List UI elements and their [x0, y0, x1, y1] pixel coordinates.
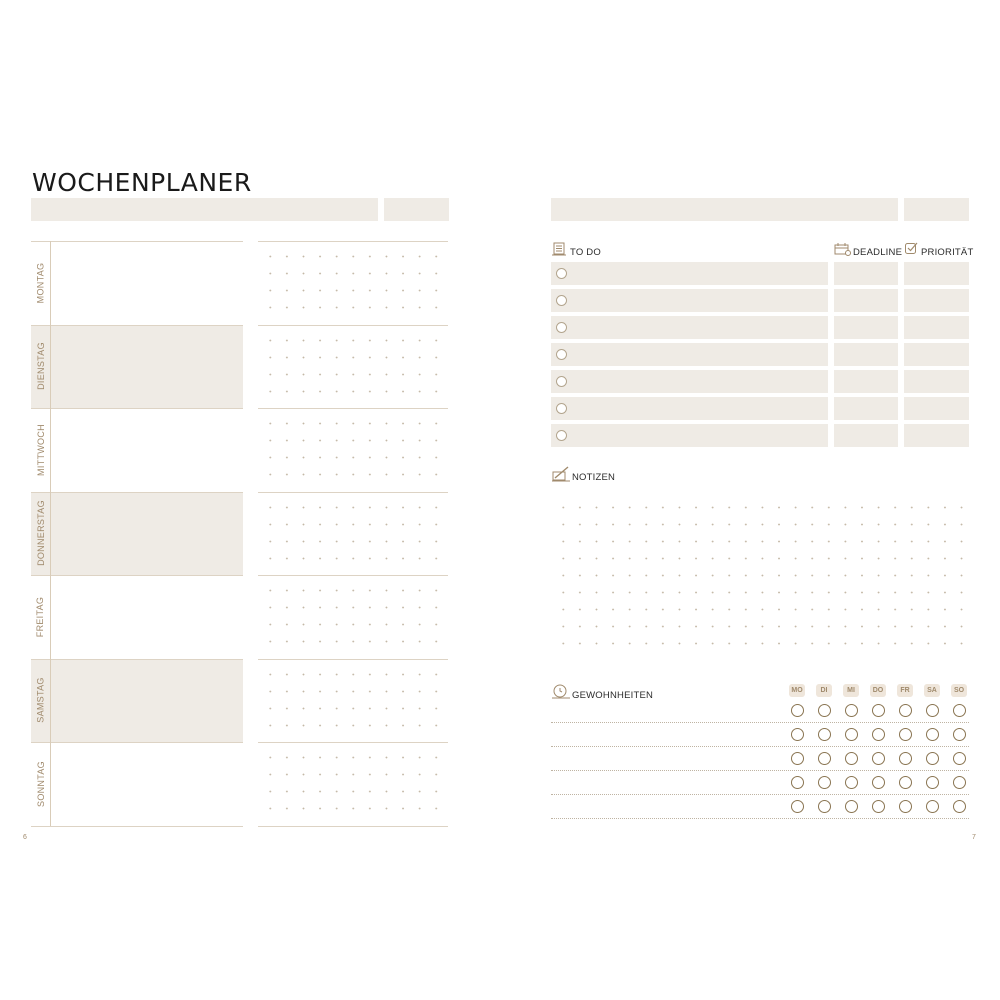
habit-check-circle[interactable] — [818, 728, 831, 741]
habit-check-circle[interactable] — [899, 728, 912, 741]
day-divider — [31, 575, 243, 576]
todo-task-field[interactable] — [551, 370, 828, 393]
notes-label: NOTIZEN — [572, 472, 616, 483]
habit-check-circle[interactable] — [818, 800, 831, 813]
todo-deadline-field[interactable] — [834, 397, 898, 420]
day-entry-area[interactable] — [51, 241, 243, 325]
habit-row-rule — [551, 746, 969, 747]
habit-check-circle[interactable] — [953, 800, 966, 813]
todo-priority-field[interactable] — [904, 343, 969, 366]
todo-checkbox[interactable] — [556, 403, 567, 414]
day-label — [31, 659, 50, 743]
day-dot-grid[interactable] — [258, 663, 448, 739]
calendar-icon — [834, 242, 851, 256]
todo-priority-field[interactable] — [904, 289, 969, 312]
habit-check-circle[interactable] — [818, 704, 831, 717]
todo-task-field[interactable] — [551, 289, 828, 312]
habit-check-circle[interactable] — [899, 704, 912, 717]
habit-day-header: DI — [816, 684, 832, 697]
dot-grid-divider — [258, 325, 448, 326]
day-label — [31, 325, 50, 409]
day-dot-grid[interactable] — [258, 579, 448, 655]
dot-grid-divider — [258, 742, 448, 743]
day-column-divider — [50, 241, 51, 826]
habit-name-field[interactable] — [551, 724, 781, 744]
notes-dot-grid[interactable] — [551, 496, 969, 651]
habit-check-circle[interactable] — [818, 776, 831, 789]
todo-deadline-field[interactable] — [834, 262, 898, 285]
habit-check-circle[interactable] — [953, 728, 966, 741]
pencil-notepad-icon — [551, 466, 571, 482]
habit-check-circle[interactable] — [791, 800, 804, 813]
todo-task-field[interactable] — [551, 316, 828, 339]
day-label — [31, 575, 50, 659]
habit-day-header: DO — [870, 684, 886, 697]
dot-grid-divider — [258, 575, 448, 576]
todo-priority-field[interactable] — [904, 262, 969, 285]
dotgrid-top-rule — [258, 241, 448, 242]
todo-task-field[interactable] — [551, 397, 828, 420]
dotgrid-bottom-rule — [258, 826, 448, 827]
habit-row-rule — [551, 794, 969, 795]
habit-check-circle[interactable] — [845, 704, 858, 717]
habit-check-circle[interactable] — [926, 728, 939, 741]
day-entry-area[interactable] — [51, 492, 243, 576]
todo-checkbox[interactable] — [556, 268, 567, 279]
todo-deadline-field[interactable] — [834, 289, 898, 312]
habit-name-field[interactable] — [551, 748, 781, 768]
day-entry-area[interactable] — [51, 659, 243, 743]
day-label-text: DONNERSTAG — [35, 500, 46, 567]
day-dot-grid[interactable] — [258, 245, 448, 321]
habit-check-circle[interactable] — [791, 704, 804, 717]
day-label-text: SONNTAG — [35, 760, 46, 807]
habit-check-circle[interactable] — [926, 800, 939, 813]
alarm-clock-icon — [551, 683, 571, 699]
day-label-text: MITTWOCH — [35, 423, 46, 476]
habit-check-circle[interactable] — [926, 776, 939, 789]
habit-check-circle[interactable] — [953, 704, 966, 717]
habit-day-header: FR — [897, 684, 913, 697]
day-label — [31, 742, 50, 826]
day-label-text: DIENSTAG — [35, 342, 46, 391]
day-divider — [31, 742, 243, 743]
day-divider — [31, 408, 243, 409]
day-entry-area[interactable] — [51, 742, 243, 826]
habit-check-circle[interactable] — [845, 728, 858, 741]
todo-deadline-field[interactable] — [834, 370, 898, 393]
header-input-field[interactable] — [551, 198, 898, 221]
todo-checkbox[interactable] — [556, 430, 567, 441]
todo-priority-field[interactable] — [904, 370, 969, 393]
habit-check-circle[interactable] — [926, 704, 939, 717]
habit-check-circle[interactable] — [899, 776, 912, 789]
day-label — [31, 241, 50, 325]
habit-row-rule — [551, 770, 969, 771]
priority-label: PRIORITÄT — [921, 247, 974, 258]
habit-day-header: SO — [951, 684, 967, 697]
day-divider — [31, 325, 243, 326]
habit-check-circle[interactable] — [953, 752, 966, 765]
todo-task-field[interactable] — [551, 424, 828, 447]
habit-check-circle[interactable] — [899, 752, 912, 765]
habit-check-circle[interactable] — [845, 752, 858, 765]
habit-check-circle[interactable] — [791, 776, 804, 789]
habit-check-circle[interactable] — [818, 752, 831, 765]
habit-day-header: MO — [789, 684, 805, 697]
day-entry-area[interactable] — [51, 325, 243, 409]
week-input-field[interactable] — [31, 198, 378, 221]
habit-row-rule — [551, 722, 969, 723]
habit-name-field[interactable] — [551, 700, 781, 720]
todo-checkbox[interactable] — [556, 322, 567, 333]
habit-check-circle[interactable] — [791, 752, 804, 765]
deadline-label: DEADLINE — [853, 247, 903, 258]
dot-grid-divider — [258, 659, 448, 660]
habit-name-field[interactable] — [551, 772, 781, 792]
habit-check-circle[interactable] — [872, 776, 885, 789]
todo-checkbox[interactable] — [556, 349, 567, 360]
todo-deadline-field[interactable] — [834, 343, 898, 366]
page-number-right: 7 — [972, 834, 976, 841]
habit-check-circle[interactable] — [899, 800, 912, 813]
todo-deadline-field[interactable] — [834, 316, 898, 339]
dot-grid-divider — [258, 408, 448, 409]
dot-grid-divider — [258, 492, 448, 493]
checklist-icon — [551, 242, 567, 256]
habit-day-header: MI — [843, 684, 859, 697]
todo-priority-field[interactable] — [904, 397, 969, 420]
day-dot-grid[interactable] — [258, 746, 448, 822]
habit-check-circle[interactable] — [872, 800, 885, 813]
header-small-field[interactable] — [904, 198, 969, 221]
page-title: WOCHENPLANER — [32, 168, 252, 197]
day-dot-grid[interactable] — [258, 412, 448, 488]
schedule-bottom-rule — [31, 826, 243, 827]
todo-task-field[interactable] — [551, 343, 828, 366]
day-entry-area[interactable] — [51, 575, 243, 659]
day-label-text: MONTAG — [35, 262, 46, 304]
habit-check-circle[interactable] — [926, 752, 939, 765]
habit-check-circle[interactable] — [872, 728, 885, 741]
day-entry-area[interactable] — [51, 408, 243, 492]
todo-priority-field[interactable] — [904, 424, 969, 447]
habit-check-circle[interactable] — [845, 800, 858, 813]
habit-check-circle[interactable] — [953, 776, 966, 789]
habit-row-rule — [551, 818, 969, 819]
todo-priority-field[interactable] — [904, 316, 969, 339]
habit-name-field[interactable] — [551, 796, 781, 816]
day-dot-grid[interactable] — [258, 329, 448, 405]
habit-check-circle[interactable] — [872, 752, 885, 765]
habit-check-circle[interactable] — [845, 776, 858, 789]
habits-label: GEWOHNHEITEN — [572, 690, 654, 701]
day-label — [31, 408, 50, 492]
schedule-top-rule — [31, 241, 243, 242]
todo-checkbox[interactable] — [556, 295, 567, 306]
habit-day-header: SA — [924, 684, 940, 697]
habit-check-circle[interactable] — [872, 704, 885, 717]
check-badge-icon — [904, 241, 919, 255]
habit-check-circle[interactable] — [791, 728, 804, 741]
week-number-field[interactable] — [384, 198, 449, 221]
page-number-left: 6 — [23, 834, 27, 841]
day-label-text: SAMSTAG — [35, 677, 46, 723]
todo-checkbox[interactable] — [556, 376, 567, 387]
day-label-text: FREITAG — [35, 596, 46, 637]
day-divider — [31, 659, 243, 660]
day-dot-grid[interactable] — [258, 496, 448, 572]
day-divider — [31, 492, 243, 493]
todo-label: TO DO — [570, 247, 601, 258]
todo-deadline-field[interactable] — [834, 424, 898, 447]
day-label — [31, 492, 50, 576]
todo-task-field[interactable] — [551, 262, 828, 285]
